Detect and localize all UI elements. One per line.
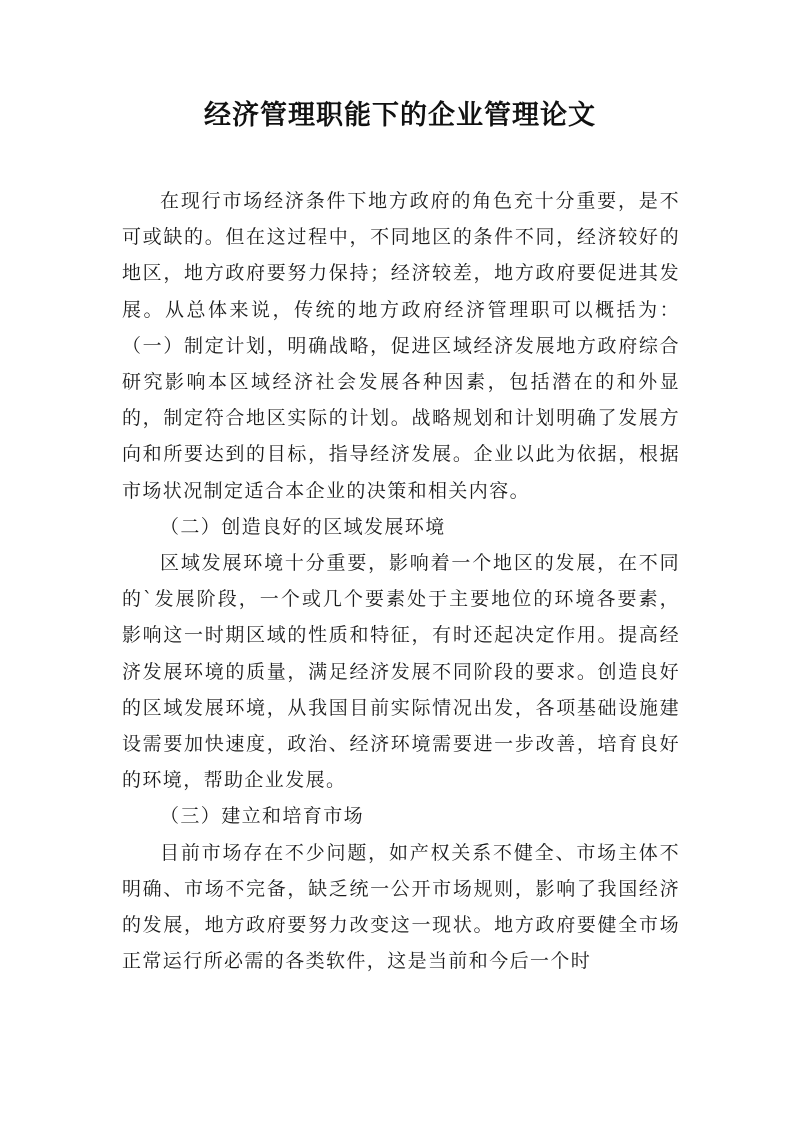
document-title: 经济管理职能下的企业管理论文 [204,100,596,131]
document-body [122,183,680,979]
section-heading-3: （三）建立和培育市场 [160,805,365,828]
paragraph-market: 目前市场存在不少问题，如产权关系不健全、市场主体不明确、市场不完备，缺乏统一公开市场规则，影响了我国经济的发展，地方政府要努力改变这一现状。地方政府要健全市场正常运行所必需的各类软件，这是当前和今后一个时 [122,841,680,973]
paragraph-environment: 区域发展环境十分重要，影响着一个地区的发展，在不同的`发展阶段，一个或几个要素处于主要地位的环境各要素，影响这一时期区域的性质和特征，有时还起决定作用。提高经济发展环境的质量，满足经济发展不同阶段的要求。创造良好的区域发展环境，从我国目前实际情况出发，各项基础设施建设需要加快速度，政治、经济环境需要进一步改善，培育良好的环境，帮助企业发展。 [122,552,680,792]
section-heading-2: （二）创造良好的区域发展环境 [160,515,446,538]
paragraph-intro: 在现行市场经济条件下地方政府的角色充十分重要，是不可或缺的。但在这过程中，不同地区的条件不同，经济较好的地区，地方政府要努力保持；经济较差，地方政府要促进其发展。从总体来说，传统的地方政府经济管理职可以概括为：（一）制定计划，明确战略，促进区域经济发展地方政府综合研究影响本区域经济社会发展各种因素，包括潜在的和外显的，制定符合地区实际的计划。战略规划和计划明确了发展方向和所要达到的目标，指导经济发展。企业以此为依据，根据市场状况制定适合本企业的决策和相关内容。 [122,190,680,502]
